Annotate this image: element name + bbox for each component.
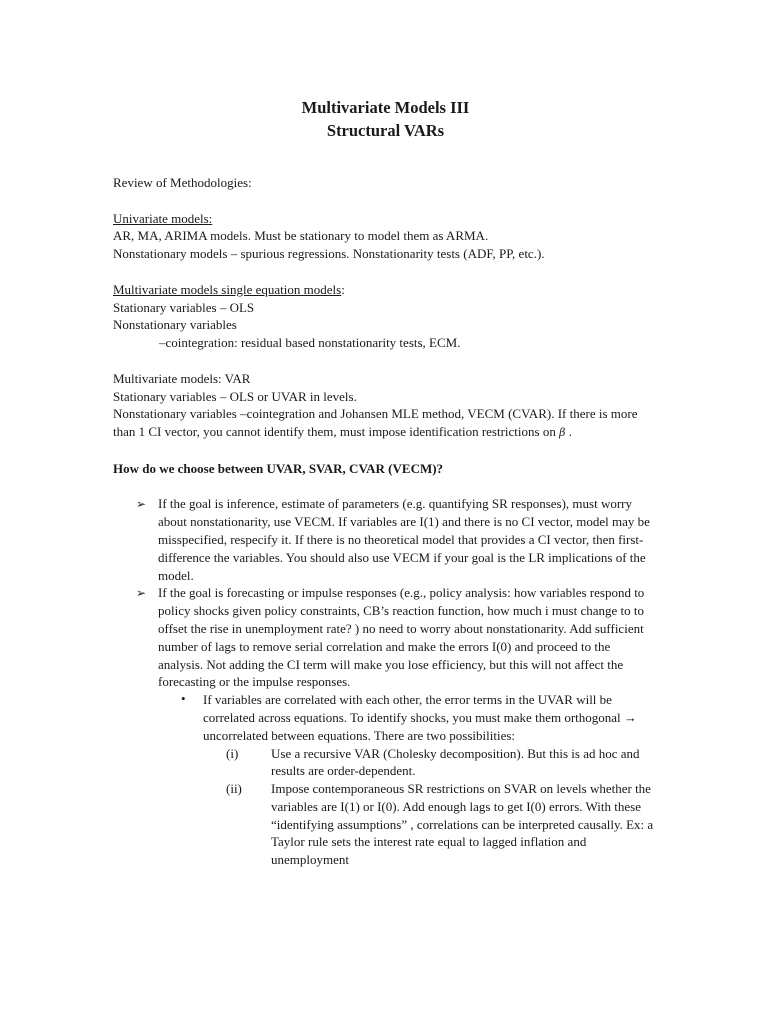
multi-single-colon: : <box>341 281 345 297</box>
multi-var-line-2-text: Nonstationary variables –cointegration and Johansen MLE method, VECM (CVAR). If there is more than 1 CI vector, you cannot identify them, must impose identification restrictions on <box>113 406 638 440</box>
right-arrow-icon: → <box>623 709 637 725</box>
bullet-1-text: If the goal is inference, estimate of parameters (e.g. quantifying SR responses), must worry about nonstationarity, use VECM. If variables are I(1) and there is no CI vector, model may be misspecified, respecify it. If there is no theoretical model that provides a CI vector, then first-difference the variables. You should also use VECM if your goal is the LR implications of the model. <box>158 496 650 583</box>
sub-list-item <box>113 691 658 744</box>
arrowhead-bullet-icon: ➢ <box>136 497 147 512</box>
review-heading: Review of Methodologies: <box>113 175 252 190</box>
roman-item-1-text: Use a recursive VAR (Cholesky decomposition). But this is ad hoc and results are order-dependent. <box>271 745 640 779</box>
sub-item-text-b: uncorrelated between equations. There are two possibilities: <box>203 727 516 743</box>
multi-single-line-1: Stationary variables – OLS <box>113 299 255 315</box>
multi-single-section <box>113 281 658 299</box>
univariate-section <box>113 210 658 228</box>
roman-list-item <box>113 780 658 869</box>
multi-var-heading: Multivariate models: VAR <box>113 370 251 386</box>
bullet-2-text: If the goal is forecasting or impulse responses (e.g., policy analysis: how variables respond to policy shocks given policy constraints, CB’s reaction function, how much i must change to to offset the rise in unemployment rate? ) no need to worry about nonstationarity. Add sufficient number of lags to remove serial correlation and make the errors I(0) and proceed to the analysis. Not adding the CI term will make you lose efficiency, but this will not affect the forecasting or the impulse responses. <box>158 585 645 690</box>
question-heading: How do we choose between UVAR, SVAR, CVAR (VECM)? <box>113 460 444 476</box>
document-page <box>113 96 658 869</box>
univariate-line-1: AR, MA, ARIMA models. Must be stationary to model them as ARMA. <box>113 228 489 244</box>
document-subtitle: Structural VARs <box>326 121 445 140</box>
dot-bullet-icon: • <box>181 691 186 707</box>
beta-symbol: β <box>559 426 566 440</box>
list-item <box>113 495 658 584</box>
roman-item-2-text: Impose contemporaneous SR restrictions on SVAR on levels whether the variables are I(1) or I(0). Add enough lags to get I(0) errors. With these “identifying assumptions” , correlations can be interpreted causally. Ex: a Taylor rule sets the interest rate equal to lagged inflation and unemployment <box>271 781 654 868</box>
roman-list-item <box>113 745 658 781</box>
multi-single-line-3: –cointegration: residual based nonstationarity tests, ECM. <box>159 335 461 351</box>
univariate-heading: Univariate models: <box>113 210 213 226</box>
multi-single-line-2: Nonstationary variables <box>113 317 237 333</box>
document-title: Multivariate Models III <box>301 98 470 117</box>
roman-numeral: (i) <box>226 745 239 761</box>
roman-numeral: (ii) <box>226 781 242 797</box>
multi-var-line-2 <box>113 405 658 442</box>
univariate-line-2: Nonstationary models – spurious regressions. Nonstationarity tests (ADF, PP, etc.). <box>113 246 545 262</box>
arrowhead-bullet-icon: ➢ <box>136 586 147 601</box>
list-item <box>113 584 658 691</box>
multi-var-line-1: Stationary variables – OLS or UVAR in levels. <box>113 388 357 404</box>
multi-single-heading: Multivariate models single equation models <box>113 281 342 297</box>
bullet-list <box>113 495 658 691</box>
multi-var-line-2-end: . <box>565 424 572 440</box>
sub-item-text-a: If variables are correlated with each other, the error terms in the UVAR will be correlated across equations. To identify shocks, you must make them orthogonal <box>203 692 621 725</box>
